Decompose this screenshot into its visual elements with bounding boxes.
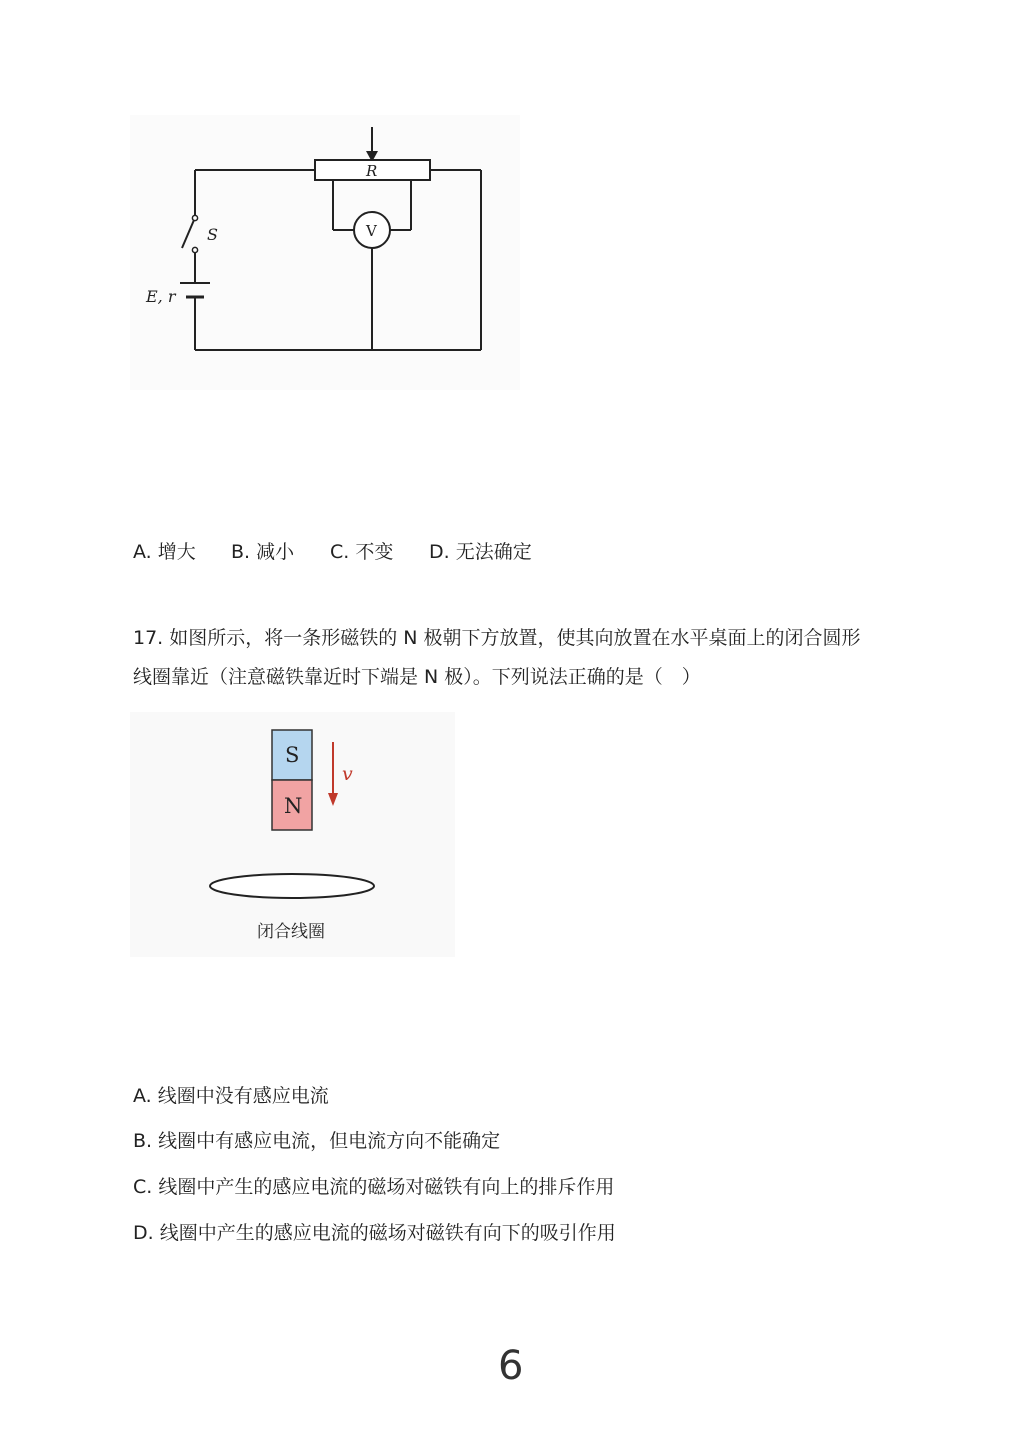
switch-label: S bbox=[207, 225, 218, 244]
voltmeter-label: V bbox=[366, 222, 377, 240]
question-17-line1: 17. 如图所示，将一条形磁铁的 N 极朝下方放置，使其向放置在水平桌面上的闭合圆形 bbox=[133, 627, 861, 649]
switch-contact-top bbox=[192, 215, 197, 220]
q17-option-d[interactable]: D. 线圈中产生的感应电流的磁场对磁铁有向下的吸引作用 bbox=[133, 1222, 616, 1244]
coil-label: 闭合线圈 bbox=[257, 922, 325, 942]
q17-option-b[interactable]: B. 线圈中有感应电流，但电流方向不能确定 bbox=[133, 1130, 501, 1152]
closed-coil bbox=[210, 874, 374, 898]
resistor-label: R bbox=[366, 162, 378, 180]
option-c[interactable]: C. 不变 bbox=[330, 541, 394, 563]
page-number: 6 bbox=[498, 1343, 524, 1389]
q17-option-a[interactable]: A. 线圈中没有感应电流 bbox=[133, 1085, 329, 1107]
question-17-line2: 线圈靠近（注意磁铁靠近时下端是 N 极）。下列说法正确的是（ ） bbox=[133, 666, 701, 688]
circuit-diagram bbox=[130, 115, 520, 390]
option-d[interactable]: D. 无法确定 bbox=[429, 541, 532, 563]
s-pole-label: S bbox=[285, 743, 300, 767]
velocity-label: v bbox=[342, 763, 353, 785]
q17-option-c[interactable]: C. 线圈中产生的感应电流的磁场对磁铁有向上的排斥作用 bbox=[133, 1176, 615, 1198]
battery-label: E, r bbox=[146, 287, 176, 306]
option-a[interactable]: A. 增大 bbox=[133, 541, 196, 563]
option-b[interactable]: B. 减小 bbox=[231, 541, 295, 563]
switch-contact-bottom bbox=[192, 247, 197, 252]
n-pole-label: N bbox=[284, 794, 303, 818]
